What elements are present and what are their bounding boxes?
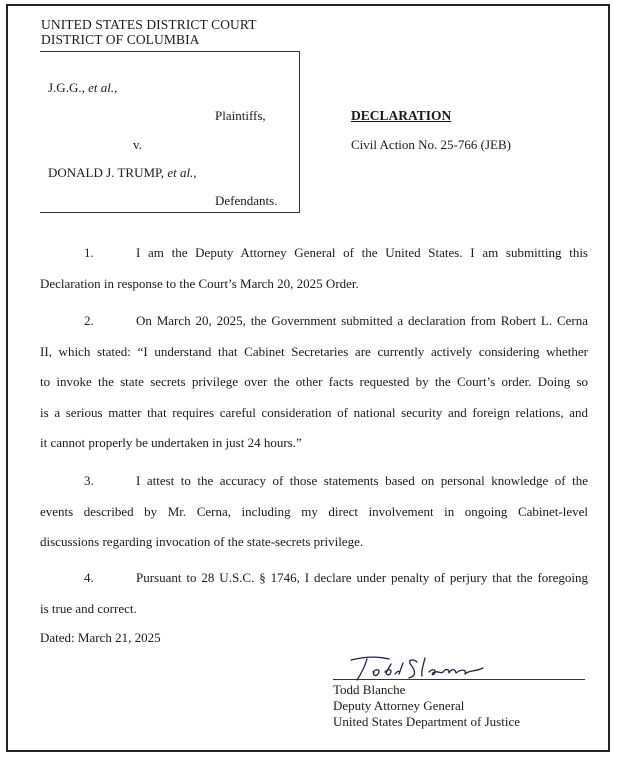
signer-department: United States Department of Justice [333, 714, 521, 729]
versus-label: v. [133, 137, 142, 152]
plaintiff-name: J.G.G., [48, 80, 85, 95]
court-name [41, 17, 257, 47]
signer-name: Todd Blanche [333, 682, 406, 697]
case-caption-box [40, 51, 300, 213]
paragraph-line: is true and correct. [40, 600, 137, 616]
paragraph-line: it cannot properly be undertaken in just 24 hours.” [40, 435, 302, 450]
paragraph-line: discussions regarding invocation of the state-secrets privilege. [40, 534, 364, 549]
defendants-label: Defendants. [215, 193, 278, 208]
paragraph-line: 2. On March 20, 2025, the Government submitted a declaration from Robert L. Cerna [40, 306, 588, 337]
plaintiff-et-al: et al., [88, 80, 118, 95]
paragraph-number: 3. [84, 473, 94, 488]
paragraph-line: Declaration in response to the Court’s March 20, 2025 Order. [40, 275, 359, 291]
paragraph-line: II, which stated: “I understand that Cabinet Secretaries are currently actively considering whether [40, 343, 588, 359]
paragraph-line: events described by Mr. Cerna, including my direct involvement in ongoing Cabinet-level [40, 503, 588, 519]
paragraph-line: 1. I am the Deputy Attorney General of the United States. I am submitting this [40, 238, 588, 269]
court-line-2: DISTRICT OF COLUMBIA [41, 32, 200, 47]
paragraph-1 [40, 238, 588, 299]
paragraph-line: 4. Pursuant to 28 U.S.C. § 1746, I declare under penalty of perjury that the foregoing [40, 563, 588, 594]
court-line-1: UNITED STATES DISTRICT COURT [41, 17, 257, 32]
paragraph-number: 4. [84, 570, 94, 585]
signature-line [333, 679, 585, 680]
plaintiffs-label: Plaintiffs, [215, 108, 266, 123]
paragraph-line: 3. I attest to the accuracy of those statements based on personal knowledge of the [40, 466, 588, 497]
defendant-et-al: et al., [167, 165, 197, 180]
paragraph-3 [40, 466, 588, 558]
paragraph-number: 2. [84, 313, 94, 328]
civil-action-number: Civil Action No. 25-766 (JEB) [351, 137, 511, 152]
paragraph-2 [40, 306, 588, 459]
defendant-name: DONALD J. TRUMP, [48, 165, 165, 180]
dated-line: Dated: March 21, 2025 [40, 630, 161, 645]
paragraph-number: 1. [84, 245, 94, 260]
signer-title: Deputy Attorney General [333, 698, 465, 713]
document-title: DECLARATION [351, 108, 452, 123]
paragraph-line: to invoke the state secrets privilege over the other facts requested by the Court’s order. Doing so [40, 374, 588, 389]
paragraph-line: is a serious matter that requires careful consideration of national security and foreign relations, and [40, 404, 588, 420]
plaintiff-line [48, 80, 117, 95]
defendant-line [48, 165, 197, 180]
paragraph-4 [40, 563, 588, 624]
